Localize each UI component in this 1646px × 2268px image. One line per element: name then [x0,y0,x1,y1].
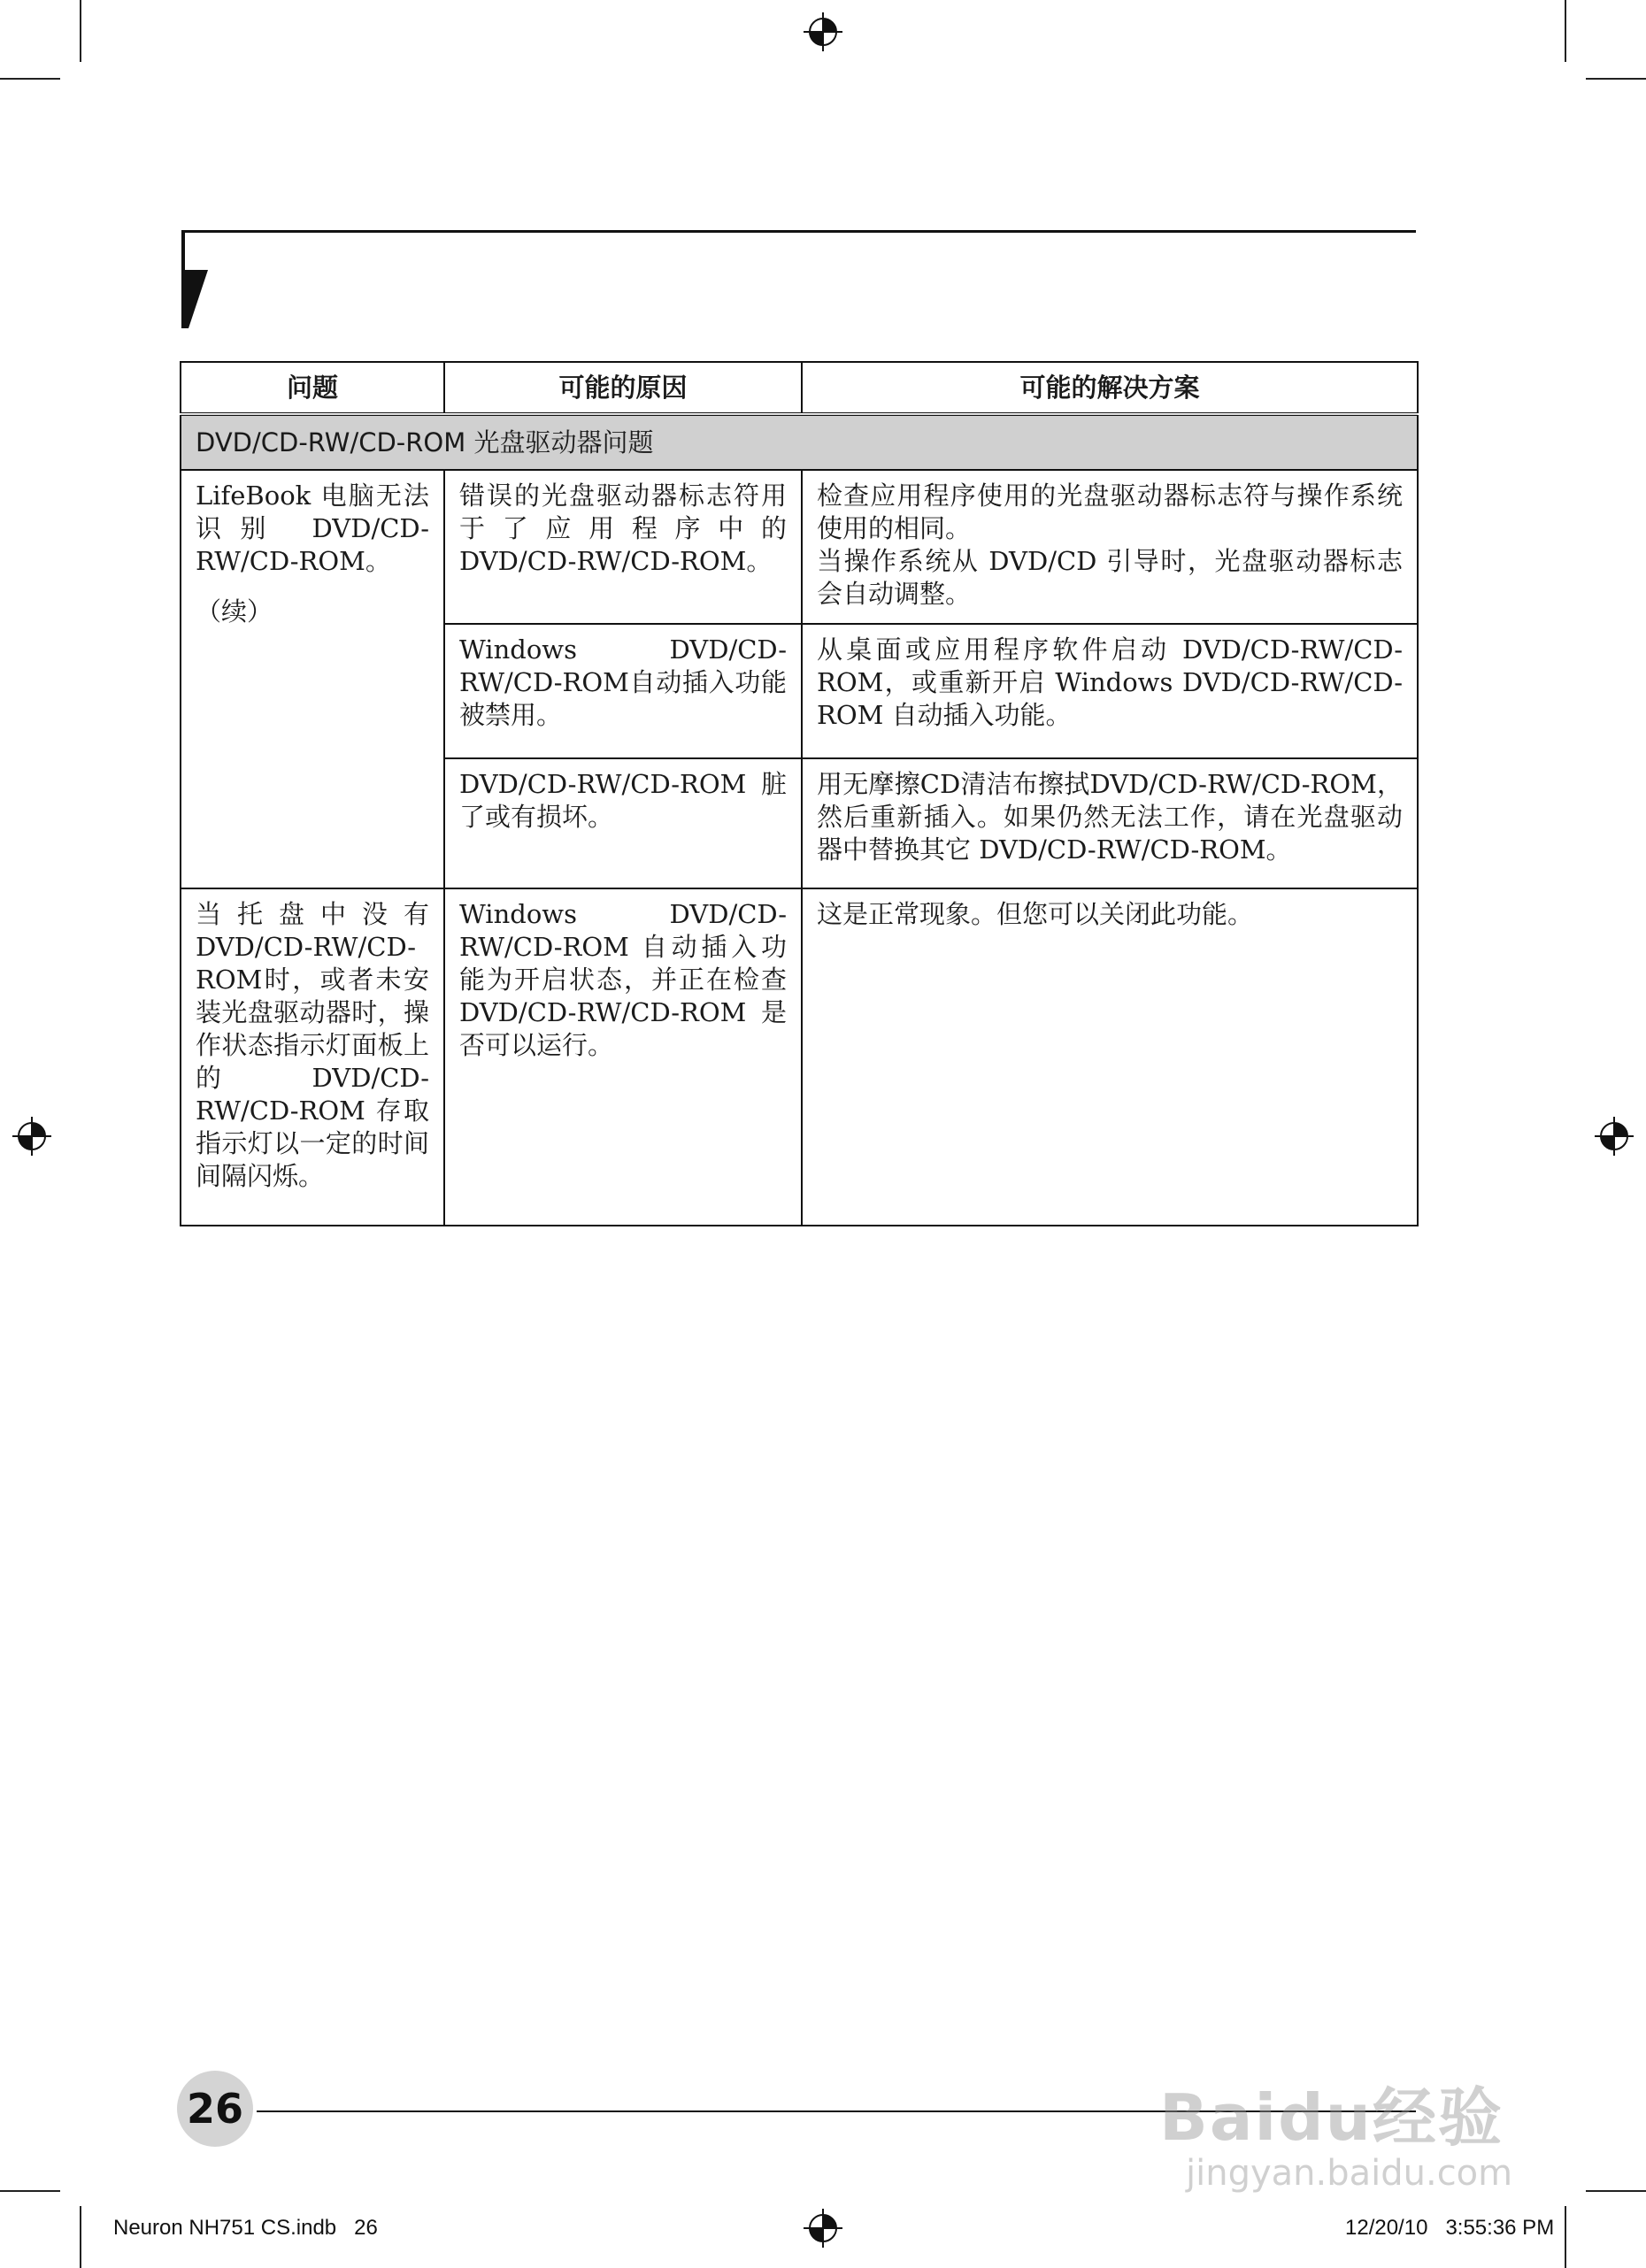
registration-mark-icon [12,1117,51,1156]
slug-page: 26 [354,2216,378,2240]
header-corner-wedge [181,270,208,328]
solution-cell: 这是正常现象。但您可以关闭此功能。 [802,888,1418,1226]
crop-mark-icon [1565,2206,1566,2268]
continued-label: （续） [196,596,273,627]
troubleshooting-table [180,361,1419,1226]
registration-mark-icon [804,12,842,51]
watermark [1159,2057,1549,2208]
solution-text: 当操作系统从 DVD/CD 引导时，光盘驱动器标志会自动调整。 [817,546,1403,609]
problem-cell [181,470,444,888]
crop-mark-icon [0,78,60,80]
table-row [181,470,1418,624]
registration-mark-icon [1595,1117,1634,1156]
cause-cell: DVD/CD-RW/CD-ROM 脏了或有损坏。 [444,758,802,888]
solution-cell: 从桌面或应用程序软件启动 DVD/CD-RW/CD-ROM，或重新开启 Windows DVD/CD-RW/CD-ROM 自动插入功能。 [802,624,1418,758]
slug-file [113,2216,378,2241]
section-row [181,414,1418,470]
cause-cell: Windows DVD/CD-RW/CD-ROM 自动插入功能为开启状态，并正在检查 DVD/CD-RW/CD-ROM 是否可以运行。 [444,888,802,1226]
table-header-row [181,362,1418,414]
crop-mark-icon [1565,0,1566,62]
page-number: 26 [177,2071,253,2147]
watermark-brand: Baidu经验 [1159,2080,1504,2155]
problem-text: LifeBook 电脑无法识别 DVD/CD-RW/CD-ROM。 [196,481,429,576]
solution-cell [802,470,1418,624]
solution-text: 检查应用程序使用的光盘驱动器标志符与操作系统使用的相同。 [817,481,1403,543]
cause-cell: 错误的光盘驱动器标志符用于了应用程序中的 DVD/CD-RW/CD-ROM。 [444,470,802,624]
header-rule [181,230,1416,233]
slug-time: 3:55:36 PM [1445,2216,1555,2240]
slug-date: 12/20/10 [1345,2216,1428,2240]
column-header-problem: 问题 [181,362,444,414]
solution-cell: 用无摩擦CD清洁布擦拭DVD/CD-RW/CD-ROM，然后重新插入。如果仍然无法工作，请在光盘驱动器中替换其它 DVD/CD-RW/CD-ROM。 [802,758,1418,888]
section-title: DVD/CD-RW/CD-ROM 光盘驱动器问题 [181,414,1418,470]
registration-mark-icon [804,2209,842,2248]
slug-filename: Neuron NH751 CS.indb [113,2216,337,2240]
problem-cell: 当托盘中没有DVD/CD-RW/CD-ROM时，或者未安装光盘驱动器时，操作状态指示灯面板上的DVD/CD-RW/CD-ROM 存取指示灯以一定的时间间隔闪烁。 [181,888,444,1226]
slug-timestamp [1345,2216,1554,2241]
crop-mark-icon [0,2190,60,2192]
column-header-cause: 可能的原因 [444,362,802,414]
crop-mark-icon [1586,2190,1646,2192]
cause-cell: Windows DVD/CD-RW/CD-ROM自动插入功能被禁用。 [444,624,802,758]
crop-mark-icon [1586,78,1646,80]
watermark-url: jingyan.baidu.com [1186,2153,1513,2194]
column-header-solution: 可能的解决方案 [802,362,1418,414]
crop-mark-icon [80,2206,81,2268]
crop-mark-icon [80,0,81,62]
table-row [181,888,1418,1226]
